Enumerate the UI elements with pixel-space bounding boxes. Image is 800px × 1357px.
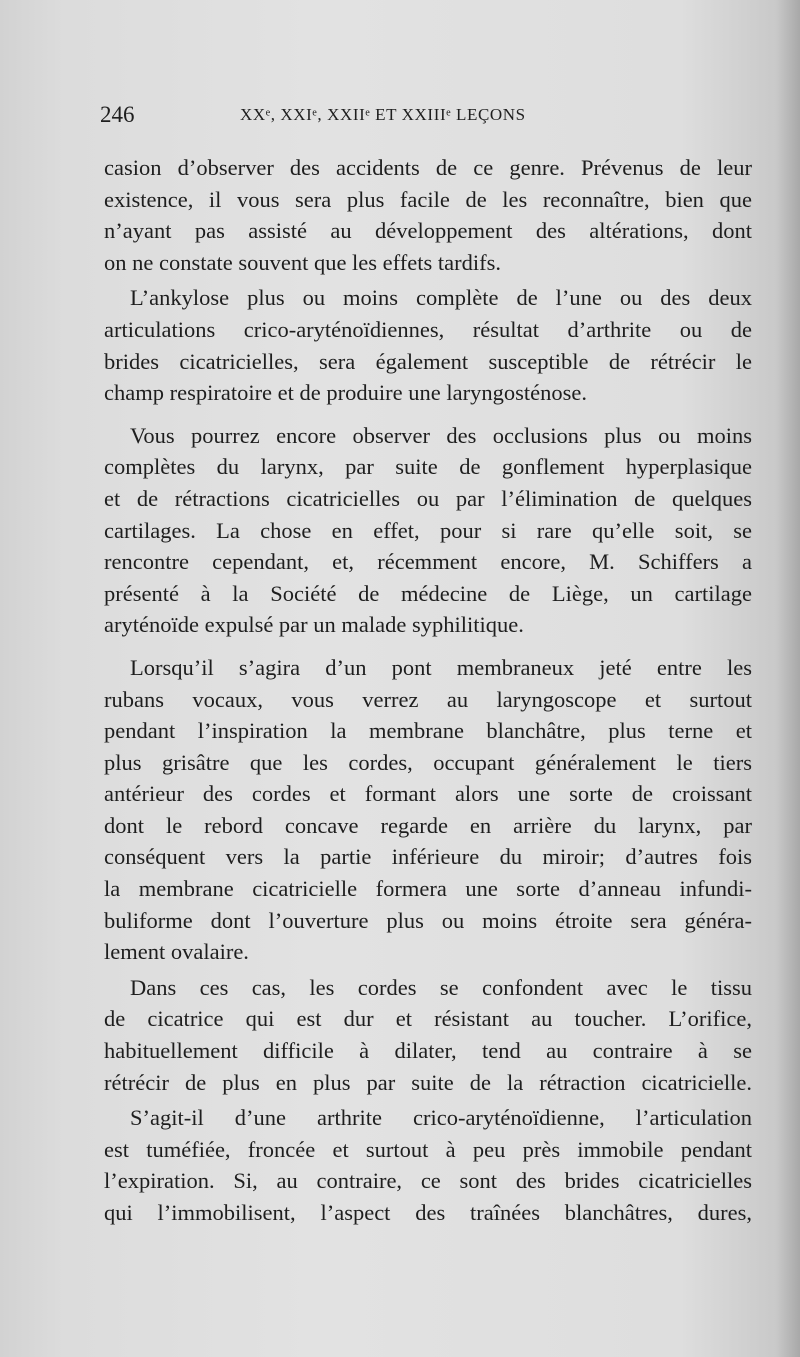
body-text — [104, 152, 752, 1229]
running-title: XXᵉ, XXIᵉ, XXIIᵉ ET XXIIIᵉ LEÇONS — [240, 105, 526, 124]
paragraph — [104, 1102, 752, 1228]
text-line: L’ankylose plus ou moins complète de l’une ou des deux — [130, 285, 752, 311]
text-line: rétrécir de plus en plus par suite de la rétraction cicatricielle. — [104, 1069, 752, 1095]
text-line: cartilages. La chose en effet, pour si rare qu’elle soit, se — [104, 517, 752, 543]
text-line: la membrane cicatricielle formera une sorte d’anneau infundi- — [104, 876, 752, 902]
page-number: 246 — [100, 102, 135, 127]
text-line: pendant l’inspiration la membrane blanchâtre, plus terne et — [104, 718, 752, 744]
paragraph — [104, 282, 752, 408]
text-line: casion d’observer des accidents de ce genre. Prévenus de leur — [104, 155, 752, 180]
text-line: habituellement difficile à dilater, tend au contraire à se — [104, 1038, 752, 1064]
text-line: est tuméfiée, froncée et surtout à peu près immobile pendant — [104, 1136, 752, 1162]
paragraph — [104, 420, 752, 641]
text-line: Vous pourrez encore observer des occlusions plus ou moins — [130, 422, 752, 448]
text-line: de cicatrice qui est dur et résistant au toucher. L’orifice, — [104, 1006, 752, 1032]
text-line: n’ayant pas assisté au développement des altérations, dont — [104, 218, 752, 244]
text-line: lement ovalaire. — [104, 939, 249, 965]
text-line: aryténoïde expulsé par un malade syphilitique. — [104, 612, 524, 638]
text-line: articulations crico-aryténoïdiennes, résultat d’arthrite ou de — [104, 316, 752, 342]
text-line: S’agit-il d’une arthrite crico-aryténoïdienne, l’articulation — [130, 1105, 752, 1131]
paragraph — [104, 152, 752, 278]
text-line: complètes du larynx, par suite de gonflement hyperplasique — [104, 454, 752, 480]
text-line: champ respiratoire et de produire une laryngosténose. — [104, 380, 587, 406]
text-line: dont le rebord concave regarde en arrière du larynx, par — [104, 812, 752, 838]
text-line: existence, il vous sera plus facile de les reconnaître, bien que — [104, 186, 752, 212]
text-line: antérieur des cordes et formant alors une sorte de croissant — [104, 781, 752, 807]
text-line: rencontre cependant, et, récemment encore, M. Schiffers a — [104, 549, 752, 575]
text-line: qui l’immobilisent, l’aspect des traînées blanchâtres, dures, — [104, 1200, 752, 1225]
text-line: et de rétractions cicatricielles ou par l’élimination de quelques — [104, 485, 752, 511]
text-line: on ne constate souvent que les effets tardifs. — [104, 249, 501, 275]
running-head — [100, 100, 600, 130]
text-line: plus grisâtre que les cordes, occupant généralement le tiers — [104, 749, 752, 775]
text-line: conséquent vers la partie inférieure du miroir; d’autres fois — [104, 844, 752, 870]
paragraph — [104, 972, 752, 1098]
text-line: l’expiration. Si, au contraire, ce sont des brides cicatricielles — [104, 1168, 752, 1194]
text-line: rubans vocaux, vous verrez au laryngoscope et surtout — [104, 686, 752, 712]
text-line: brides cicatricielles, sera également susceptible de rétrécir le — [104, 348, 752, 374]
text-line: buliforme dont l’ouverture plus ou moins étroite sera généra- — [104, 907, 752, 933]
text-line: présenté à la Société de médecine de Liège, un cartilage — [104, 580, 752, 606]
text-line: Lorsqu’il s’agira d’un pont membraneux jeté entre les — [130, 654, 752, 680]
paragraph — [104, 652, 752, 968]
text-line: Dans ces cas, les cordes se confondent avec le tissu — [130, 974, 752, 1000]
